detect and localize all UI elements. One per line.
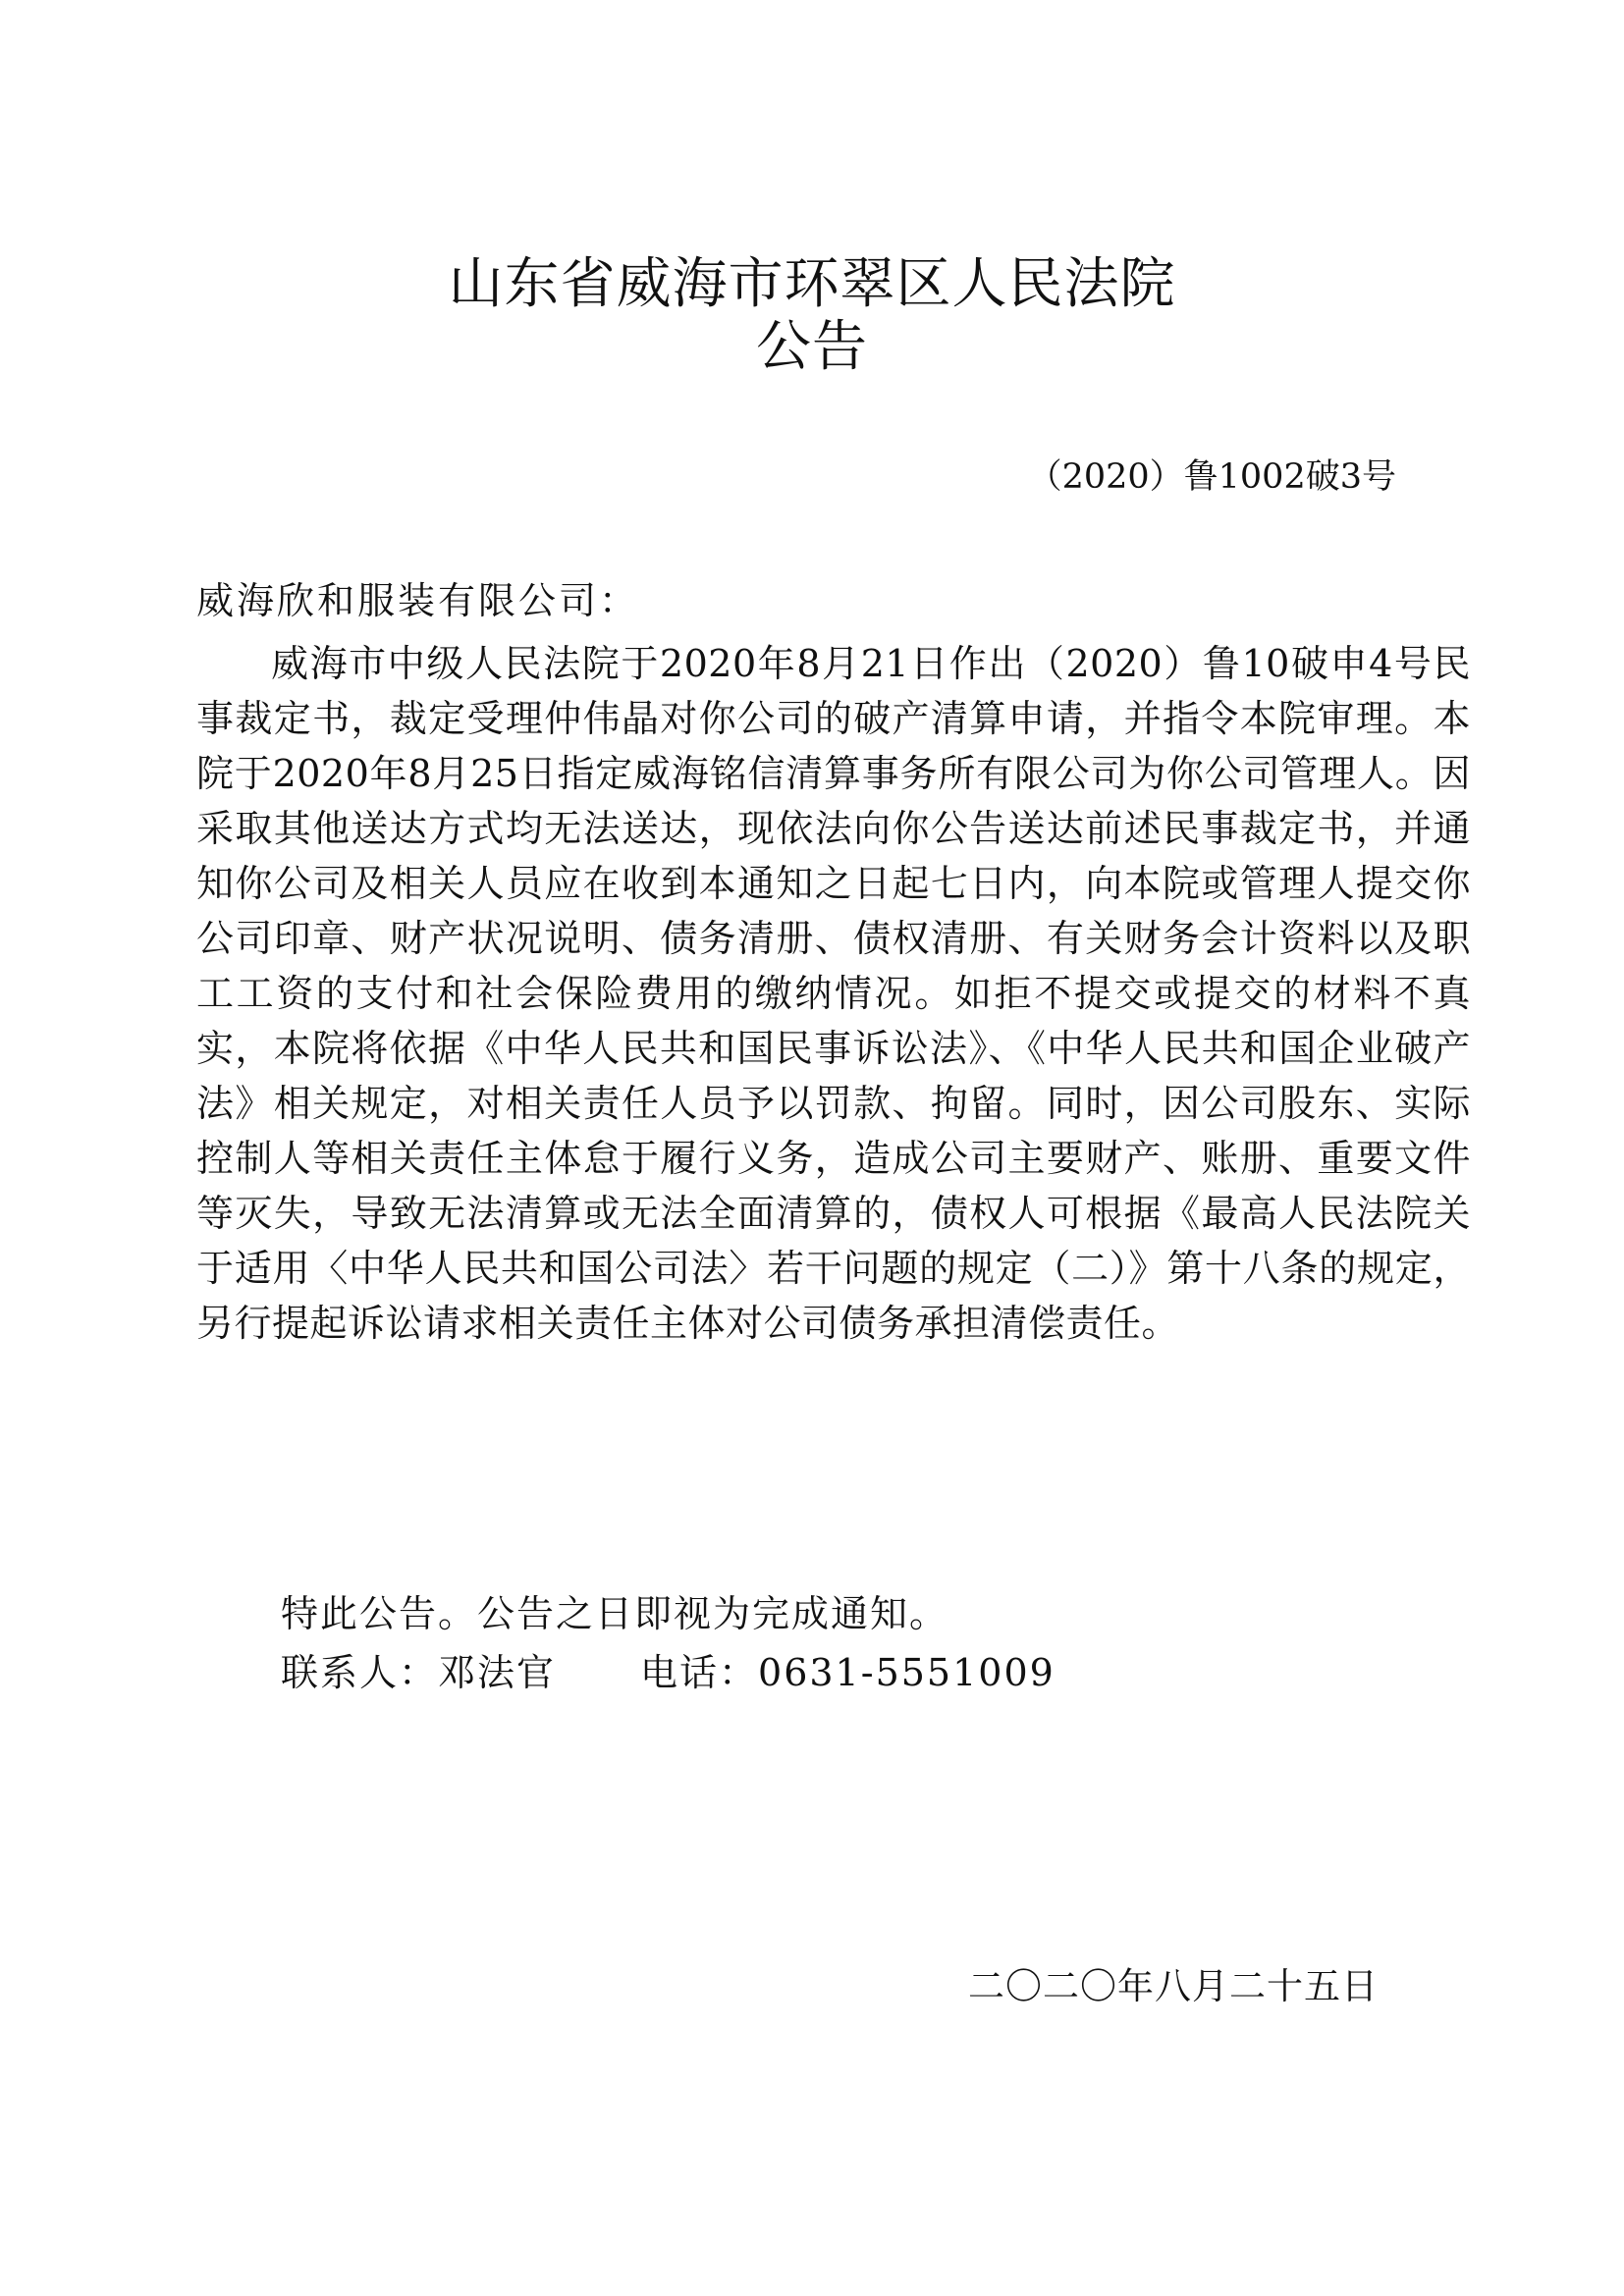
addressee: 威海欣和服装有限公司： [196, 579, 640, 622]
notice-body: 威海市中级人民法院于2020年8月21日作出（2020）鲁10破申4号民事裁定书，裁定受理仲伟晶对你公司的破产清算申请，并指令本院审理。本院于2020年8月25日指定威海铭信清算事务所有限公司为你公司管理人。因采取其他送达方式均无法送达，现依法向你公告送达前述民事裁定书，并通知你公司及相关人员应在收到本通知之日起七日内，向本院或管理人提交你公司印章、财产状况说明、债务清册、债权清册、有关财务会计资料以及职工工资的支付和社会保险费用的缴纳情况。如拒不提交或提交的材料不真实，本院将依据《中华人民共和国民事诉讼法》、《中华人民共和国企业破产法》相关规定，对相关责任人员予以罚款、拘留。同时，因公司股东、实际控制人等相关责任主体怠于履行义务，造成公司主要财产、账册、重要文件等灭失，导致无法清算或无法全面清算的，债权人可根据《最高人民法院关于适用〈中华人民共和国公司法〉若干问题的规定（二）》第十八条的规定，另行提起诉讼请求相关责任主体对公司债务承担清偿责任。 [196, 642, 1471, 1345]
contact-line [281, 1651, 1056, 1694]
contact-phone: 电话：0631-5551009 [640, 1651, 1056, 1694]
issue-date: 二〇二〇年八月二十五日 [968, 1965, 1379, 2007]
closing-statement: 特此公告。公告之日即视为完成通知。 [281, 1592, 949, 1635]
court-name-title: 山东省威海市环翠区人民法院 [448, 252, 1176, 316]
contact-person: 联系人：邓法官 [281, 1651, 557, 1694]
case-number: （2020）鲁1002破3号 [1027, 457, 1396, 497]
document-type-title: 公告 [756, 315, 868, 379]
